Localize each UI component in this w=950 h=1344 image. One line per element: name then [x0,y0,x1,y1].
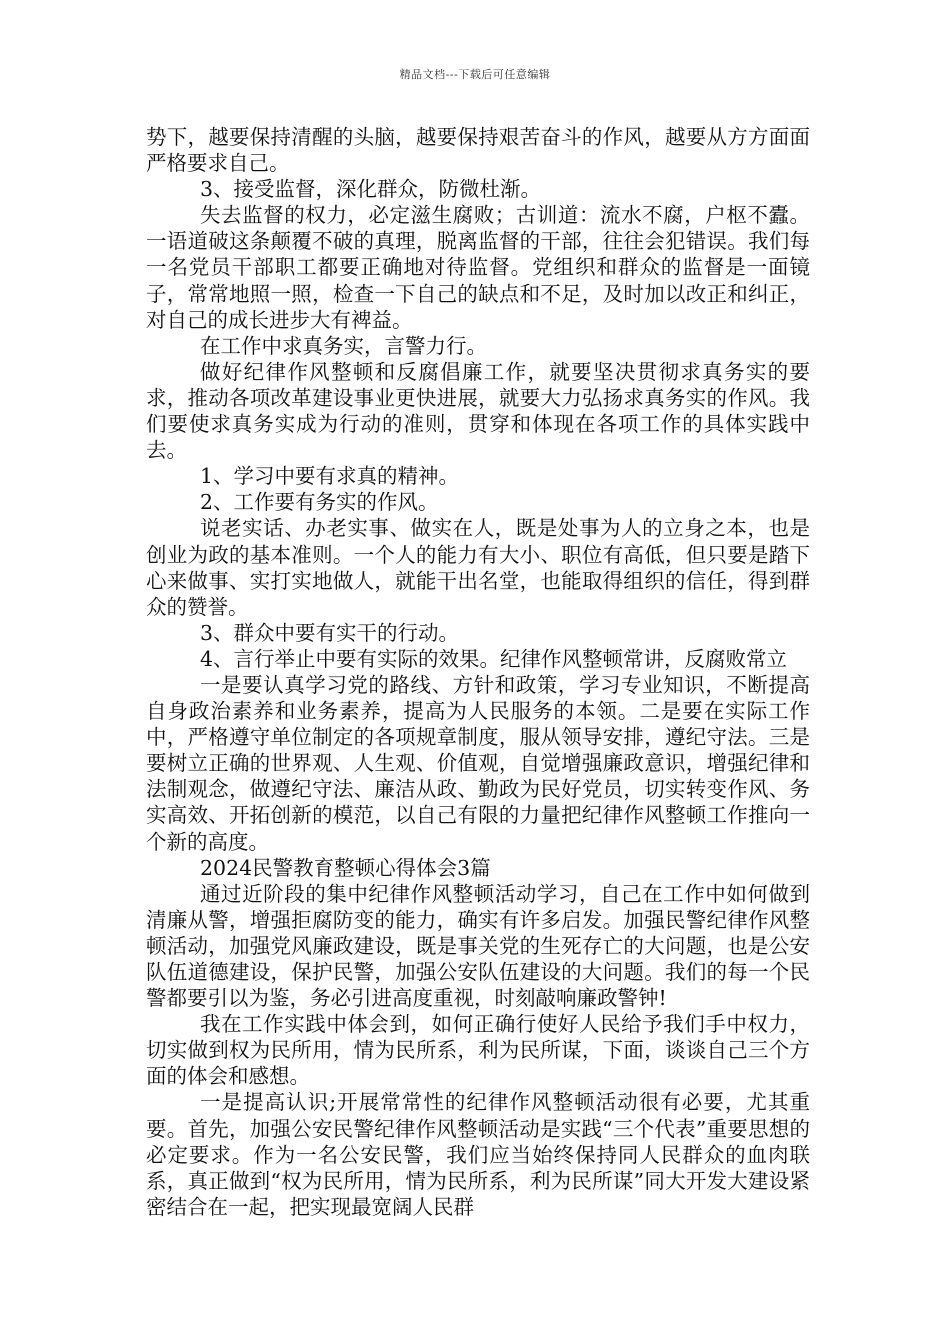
paragraph: 我在工作实践中体会到，如何正确行使好人民给予我们手中权力，切实做到权为民所用，情为民所系，利为民所谋，下面，谈谈自己三个方面的体会和感想。 [146,1012,810,1089]
paragraph: 1、学习中要有求真的精神。 [200,464,460,489]
paragraph: 2024民警教育整顿心得体会3篇 [200,855,491,880]
paragraph: 3、群众中要有实干的行动。 [200,620,460,645]
paragraph: 一是提高认识;开展常常性的纪律作风整顿活动很有必要，尤其重要。首先，加强公安民警纪律作风整顿活动是实践“三个代表”重要思想的必定要求。作为一名公安民警，我们应当始终保持同人民群众的血肉联系，真正做到“权为民所用，情为民所系，利为民所谋”同大开发大建设紧密结合在一起，把实现最宽阔人民群 [146,1090,810,1219]
paragraph: 一是要认真学习党的路线、方针和政策，学习专业知识，不断提高自身政治素养和业务素养，提高为人民服务的本领。二是要在实际工作中，严格遵守单位制定的各项规章制度，服从领导安排，遵纪守法。三是要树立正确的世界观、人生观、价值观，自觉增强廉政意识，增强纪律和法制观念，做遵纪守法、廉洁从政、勤政为民好党员，切实转变作风、务实高效、开拓创新的模范，以自己有限的力量把纪律作风整顿工作推向一个新的高度。 [146,672,810,854]
paragraph: 通过近阶段的集中纪律作风整顿活动学习，自己在工作中如何做到清廉从警，增强拒腐防变的能力，确实有许多启发。加强民警纪律作风整顿活动，加强党风廉政建设，既是事关党的生死存亡的大问题，也是公安队伍道德建设，保护民警，加强公安队伍建设的大问题。我们的每一个民警都要引以为鉴，务必引进高度重视，时刻敲响廉政警钟! [146,881,810,1011]
page-header: 精品文档---下载后可任意编辑 [399,68,551,81]
document-body [146,124,810,1220]
paragraph: 在工作中求真务实，言警力行。 [200,333,487,358]
paragraph: 说老实话、办老实事、做实在人，既是处事为人的立身之本，也是创业为政的基本准则。一个人的能力有大小、职位有高低，但只要是踏下心来做事、实打实地做人，就能干出名堂，也能取得组织的信任，得到群众的赞誉。 [146,516,810,619]
paragraph: 势下，越要保持清醒的头脑，越要保持艰苦奋斗的作风，越要从方方面面严格要求自己。 [146,125,810,176]
paragraph: 4、言行举止中要有实际的效果。纪律作风整顿常讲，反腐败常立 [200,646,788,671]
paragraph: 失去监督的权力，必定滋生腐败；古训道：流水不腐，户枢不蠹。一语道破这条颠覆不破的真理，脱离监督的干部，往往会犯错误。我们每一名党员干部职工都要正确地对待监督。党组织和群众的监督是一面镜子，常常地照一照，检查一下自己的缺点和不足，及时加以改正和纠正，对自己的成长进步大有裨益。 [146,203,810,332]
paragraph: 2、工作要有务实的作风。 [200,490,439,515]
paragraph: 3、接受监督，深化群众，防微杜渐。 [200,177,542,202]
paragraph: 做好纪律作风整顿和反腐倡廉工作，就要坚决贯彻求真务实的要求，推动各项改革建设事业更快进展，就要大力弘扬求真务实的作风。我们要使求真务实成为行动的准则，贯穿和体现在各项工作的具体实践中去。 [146,359,810,463]
